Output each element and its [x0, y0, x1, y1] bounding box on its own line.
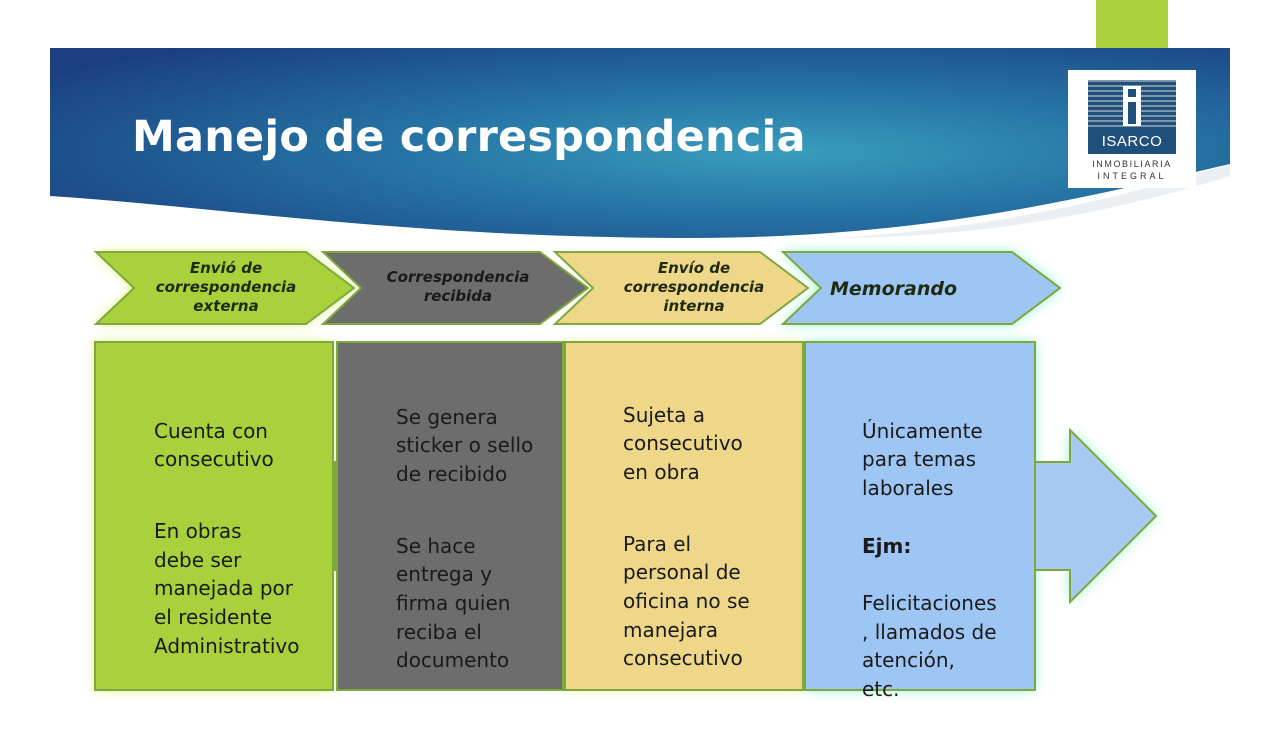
box-4-text	[862, 388, 1030, 746]
box-4-para-2: Felicitaciones , llamados de atención, etc.	[862, 590, 997, 702]
box-2-para-2: Se hace entrega y firma quien reciba el documento	[396, 533, 511, 673]
box-3-text	[623, 372, 799, 716]
box-4-example-label: Ejm:	[862, 533, 912, 558]
page-title: Manejo de correspondencia	[132, 112, 806, 162]
step-2-label: Correspondencia recibida	[386, 268, 530, 305]
box-2-para-1: Se genera sticker o sello de recibido	[396, 404, 534, 487]
box-2-text	[396, 374, 562, 718]
step-1-label: Envió de correspondencia externa	[155, 258, 297, 315]
box-3-para-2: Para el personal de oficina no se manejara consecutivo	[623, 531, 750, 671]
step-3-label: Envío de correspondencia interna	[623, 258, 765, 315]
step-4-label: Memorando	[830, 277, 958, 300]
logo-subtitle-1: INMOBILIARIA	[1092, 159, 1172, 169]
box-1-para-1: Cuenta con consecutivo	[154, 418, 274, 472]
logo-name: ISARCO	[1101, 133, 1163, 150]
box-1-para-2: En obras debe ser manejada por el residente Administrativo	[154, 518, 300, 658]
logo-subtitle-2: INTEGRAL	[1097, 171, 1167, 181]
box-3-para-1: Sujeta a consecutivo en obra	[623, 402, 743, 485]
box-4-para-1: Únicamente para temas laborales	[862, 418, 983, 501]
box-1-text	[154, 388, 330, 703]
